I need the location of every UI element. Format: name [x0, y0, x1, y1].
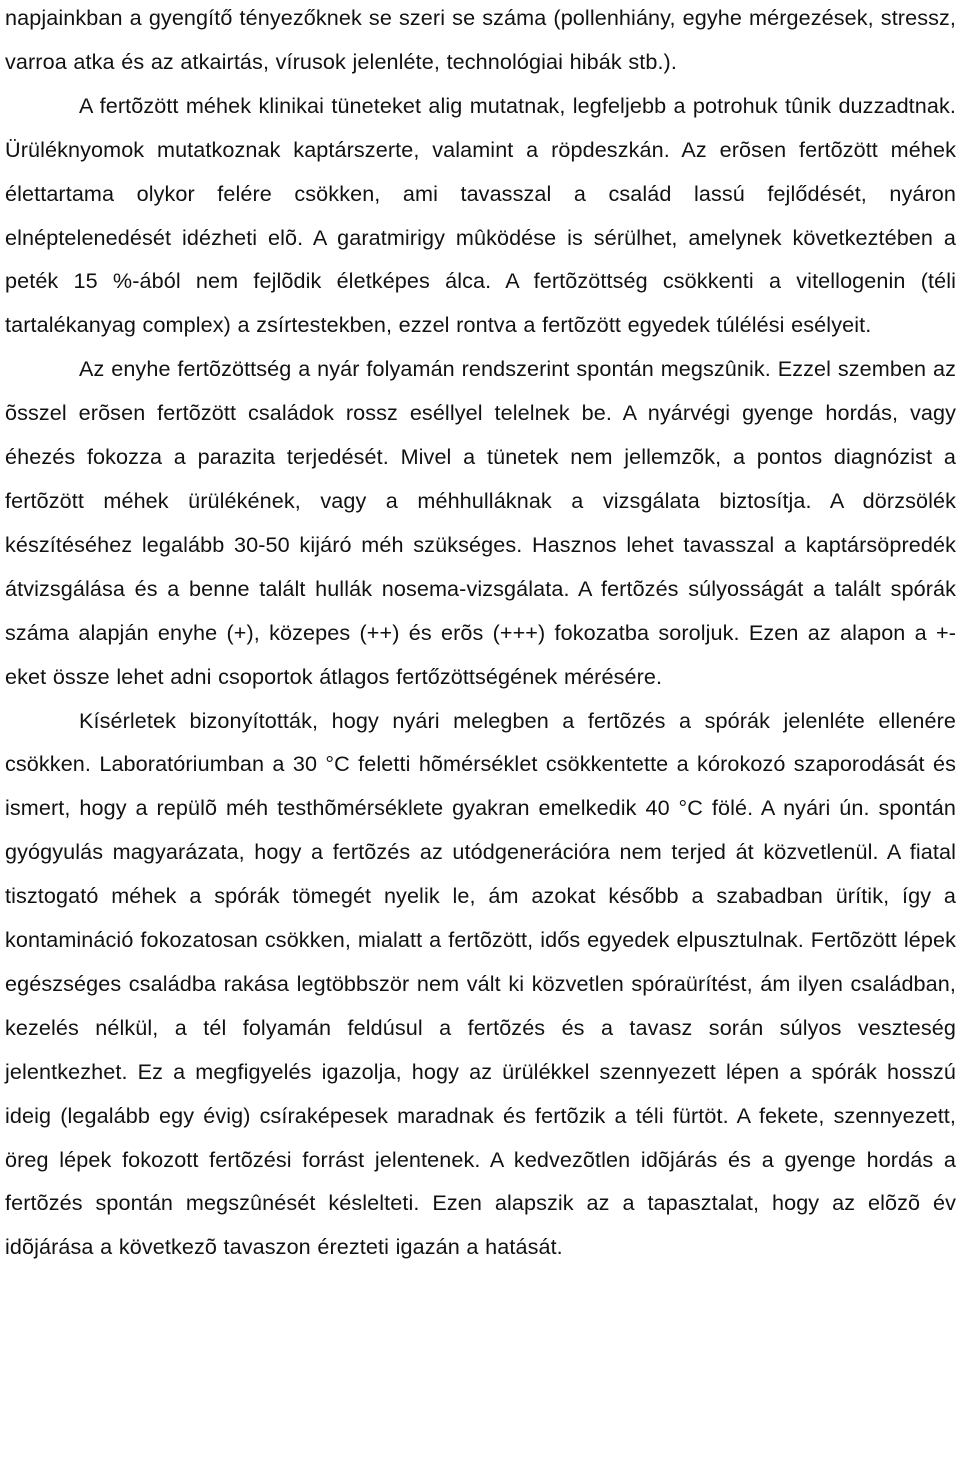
paragraph-1: napjainkban a gyengítő tényezőknek se szeri se száma (pollenhiány, egyhe mérgezések, stressz, varroa atka és az atkairtás, vírusok jelenléte, technológiai hibák stb.). — [5, 5, 956, 74]
paragraph-3: Az enyhe fertõzöttség a nyár folyamán rendszerint spontán megszûnik. Ezzel szemben az õsszel erõsen fertõzött családok rossz eséllyel telelnek be. A nyárvégi gyenge hordás, vagy éhezés fokozza a parazita terjedését. Mivel a tünetek nem jellemzõk, a pontos diagnózist a fertõzött méhek ürülékének, vagy a méhhulláknak a vizsgálata biztosítja. A dörzsölék készítéséhez legalább 30-50 kijáró méh szükséges. Hasznos lehet tavasszal a kaptársöpredék átvizsgálása és a benne talált hullák nosema-vizsgálata. A fertõzés súlyosságát a talált spórák száma alapján enyhe (+), közepes (++) és erõs (+++) fokozatba soroljuk. Ezen az alapon a +-eket össze lehet adni csoportok átlagos fertőzöttségének mérésére. — [5, 356, 956, 689]
paragraph-4: Kísérletek bizonyították, hogy nyári melegben a fertõzés a spórák jelenléte ellenére csökken. Laboratóriumban a 30 °C feletti hõmérséklet csökkentette a kórokozó szaporodását és ismert, hogy a repülõ méh testhõmérséklete gyakran emelkedik 40 °C fölé. A nyári ún. spontán gyógyulás magyarázata, hogy a fertõzés az utódgenerációra nem terjed át közvetlenül. A fiatal tisztogató méhek a spórák tömegét nyelik le, ám azokat később a szabadban ürítik, így a kontamináció fokozatosan csökken, mialatt a fertõzött, idős egyedek elpusztulnak. Fertõzött lépek egészséges családba rakása legtöbbször nem vált ki közvetlen spóraürítést, ám ilyen családban, kezelés nélkül, a tél folyamán feldúsul a fertõzés és a tavasz során súlyos veszteség jelentkezhet. Ez a megfigyelés igazolja, hogy az ürülékkel szennyezett lépen a spórák hosszú ideig (legalább egy évig) csíraképesek maradnak és fertõzik a téli fürtöt. A fekete, szennyezett, öreg lépek fokozott fertõzési forrást jelentenek. A kedvezõtlen idõjárás és a gyenge hordás a fertõzés spontán megszûnését késlelteti. Ezen alapszik az a tapasztalat, hogy az elõzõ év idõjárása a következõ tavaszon érezteti igazán a hatását. — [5, 707, 956, 1260]
document-page — [5, 0, 956, 1269]
paragraph-2: A fertõzött méhek klinikai tüneteket alig mutatnak, legfeljebb a potrohuk tûnik duzzadtnak. Ürüléknyomok mutatkoznak kaptárszerte, valamint a röpdeszkán. Az erõsen fertõzött méhek élettartama olykor felére csökken, ami tavasszal a család lassú fejlődését, nyáron elnéptelenedését idézheti elõ. A garatmirigy mûködése is sérülhet, amelynek következtében a peték 15 %-ából nem fejlõdik életképes álca. A fertõzöttség csökkenti a vitellogenin (téli tartalékanyag complex) a zsírtestekben, ezzel rontva a fertõzött egyedek túlélési esélyeit. — [5, 92, 956, 338]
